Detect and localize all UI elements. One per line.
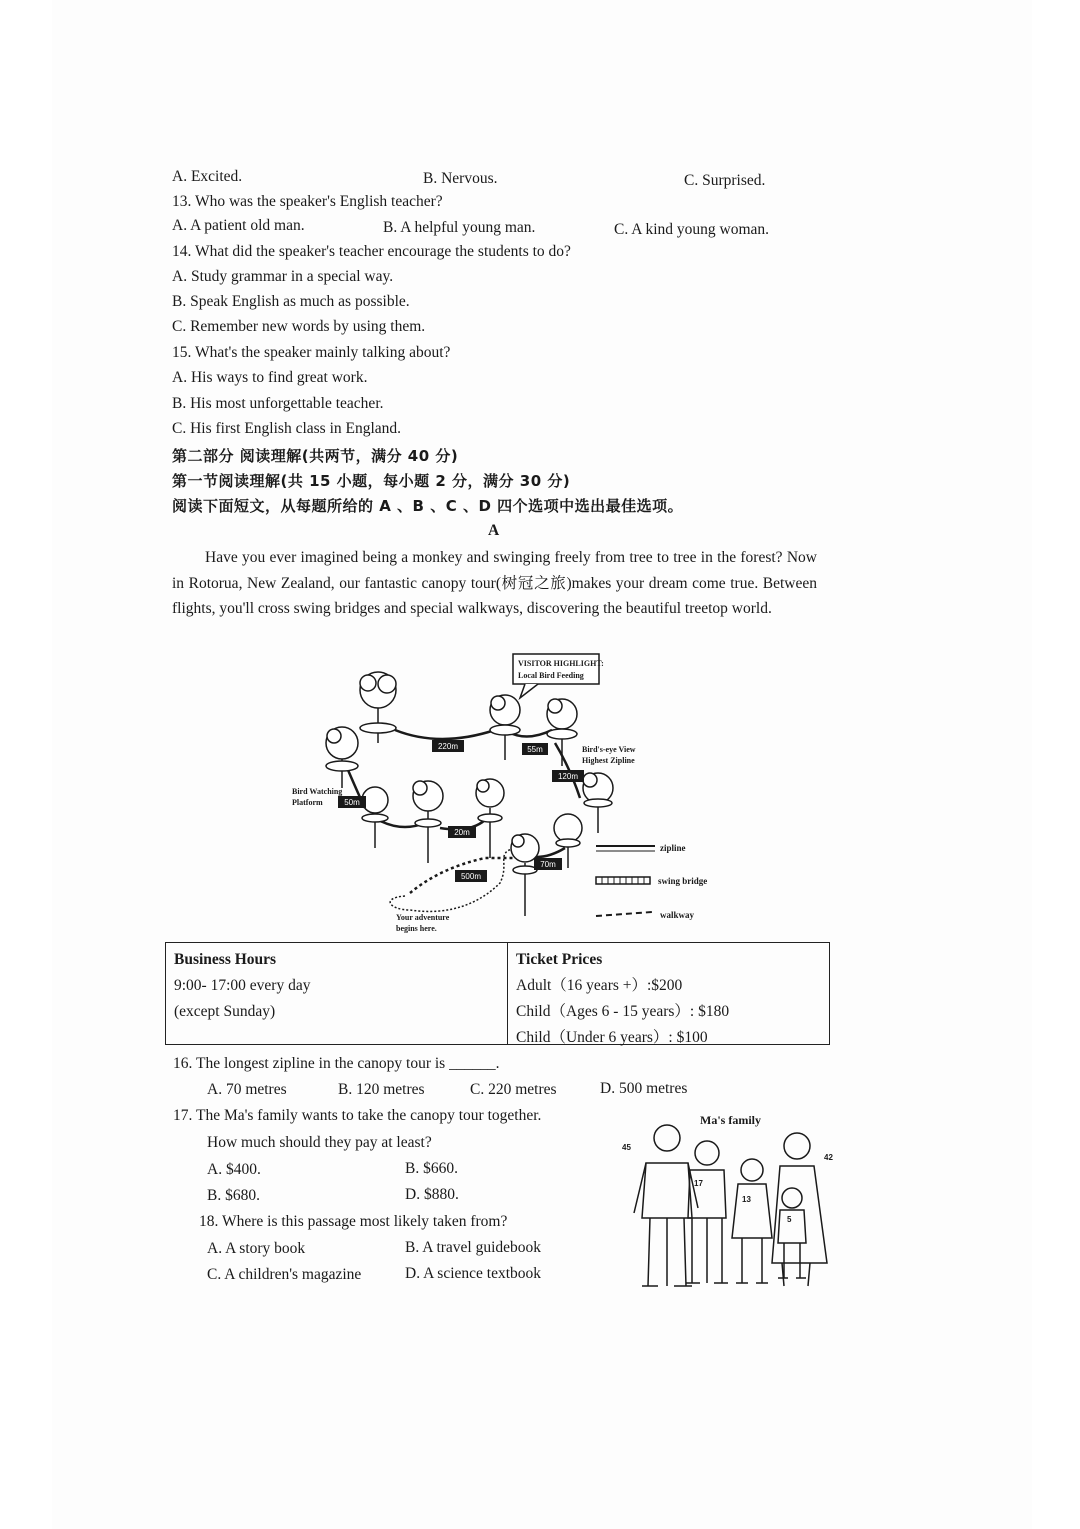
q14-stem: 14. What did the speaker's teacher encourage the students to do? xyxy=(172,243,571,260)
q13-option-a: A. A patient old man. xyxy=(172,217,305,234)
instruction: 阅读下面短文，从每题所给的 A 、B 、C 、D 四个选项中选出最佳选项。 xyxy=(172,497,684,515)
q18-option-d: D. A science textbook xyxy=(405,1265,542,1282)
q16-option-b: B. 120 metres xyxy=(338,1081,425,1098)
q16-option-d: D. 500 metres xyxy=(600,1080,688,1097)
business-hours-line: (except Sunday) xyxy=(174,1003,276,1020)
highlight-subtitle: Local Bird Feeding xyxy=(518,671,584,680)
q17-stem: 17. The Ma's family wants to take the canopy tour together. xyxy=(173,1107,542,1124)
q18-option-b: B. A travel guidebook xyxy=(405,1239,542,1256)
info-table xyxy=(165,942,830,1045)
q15-stem: 15. What's the speaker mainly talking about? xyxy=(172,344,451,361)
q16-option-c: C. 220 metres xyxy=(470,1081,557,1098)
q18-option-c: C. A children's magazine xyxy=(207,1266,362,1283)
family-title: Ma's family xyxy=(700,1113,761,1127)
tree xyxy=(511,834,539,916)
age-label: 45 xyxy=(622,1143,631,1152)
distance-label: 500m xyxy=(460,872,482,881)
legend-swing-bridge: swing bridge xyxy=(658,876,708,886)
tree xyxy=(360,672,396,743)
age-label: 42 xyxy=(824,1153,833,1162)
passage-text xyxy=(172,545,817,622)
tree xyxy=(476,779,504,858)
q14-option-a: A. Study grammar in a special way. xyxy=(172,268,394,285)
distance-label: 55m xyxy=(527,745,543,754)
canopy-tour-map xyxy=(280,648,740,940)
map-legend xyxy=(596,843,707,920)
business-hours-title: Business Hours xyxy=(174,951,277,968)
q18-option-a: A. A story book xyxy=(207,1240,306,1257)
start-label: Your adventure xyxy=(396,913,450,922)
q17-option-a: A. $400. xyxy=(207,1161,261,1178)
platform-label: Platform xyxy=(292,798,323,807)
tree xyxy=(583,773,613,833)
ticket-prices-cell xyxy=(508,943,829,1044)
q18-stem: 18. Where is this passage most likely taken from? xyxy=(199,1213,508,1230)
zipline-path xyxy=(395,730,495,739)
q17-option-d: D. $880. xyxy=(405,1186,459,1203)
bird-watching-label: Bird Watching xyxy=(292,787,343,796)
tree xyxy=(413,781,443,863)
q17-option-b: B. $660. xyxy=(405,1160,458,1177)
distance-label: 20m xyxy=(454,828,470,837)
q15-option-a: A. His ways to find great work. xyxy=(172,369,368,386)
q13-option-c: C. A kind young woman. xyxy=(614,221,770,238)
q17-stem-2: How much should they pay at least? xyxy=(207,1134,432,1151)
q17-option-c: B. $680. xyxy=(207,1187,260,1204)
q12-option-c: C. Surprised. xyxy=(684,172,766,189)
legend-zipline: zipline xyxy=(660,843,686,853)
distance-label: 70m xyxy=(540,860,556,869)
age-label: 5 xyxy=(787,1215,792,1224)
q12-option-b: B. Nervous. xyxy=(423,170,498,187)
q12-option-a: A. Excited. xyxy=(172,168,243,185)
tree xyxy=(547,699,577,766)
q15-option-c: C. His first English class in England. xyxy=(172,420,402,437)
start-label-2: begins here. xyxy=(396,924,437,933)
birds-eye-label: Bird's-eye View xyxy=(582,745,636,754)
ticket-prices-title: Ticket Prices xyxy=(516,951,603,968)
highest-zipline-label: Highest Zipline xyxy=(582,756,635,765)
part-title: 第二部分 阅读理解(共两节，满分 40 分) xyxy=(172,447,459,465)
tree xyxy=(490,695,520,760)
q13-stem: 13. Who was the speaker's English teacher? xyxy=(172,193,443,210)
q14-option-c: C. Remember new words by using them. xyxy=(172,318,426,335)
highlight-title: VISITOR HIGHLIGHT: xyxy=(518,659,604,668)
q13-option-b: B. A helpful young man. xyxy=(383,219,536,236)
legend-walkway: walkway xyxy=(660,910,695,920)
start-walkway xyxy=(390,848,515,911)
section-title: 第一节阅读理解(共 15 小题，每小题 2 分，满分 30 分) xyxy=(172,472,571,490)
distance-label: 120m xyxy=(557,772,579,781)
distance-label: 50m xyxy=(344,798,360,807)
ticket-price-child: Child（Ages 6 - 15 years）: $180 xyxy=(516,1003,730,1020)
distance-label: 220m xyxy=(437,742,459,751)
q16-option-a: A. 70 metres xyxy=(207,1081,287,1098)
q16-stem: 16. The longest zipline in the canopy tour is ______. xyxy=(173,1055,500,1072)
age-label: 13 xyxy=(742,1195,751,1204)
daughter-figure xyxy=(732,1159,772,1283)
ticket-price-adult: Adult（16 years +）:$200 xyxy=(516,977,683,994)
age-label: 17 xyxy=(694,1179,703,1188)
passage-body: Have you ever imagined being a monkey and swinging freely from tree to tree in the forest? Now in Rotorua, New Zealand, our fantastic canopy tour(树冠之旅)makes your dream come true. Between flights, you'll cross swing bridges and special walkways, discovering the beautiful treetop world. xyxy=(172,549,817,617)
business-hours-cell xyxy=(166,943,508,1044)
business-hours-line: 9:00- 17:00 every day xyxy=(174,977,311,994)
q15-option-b: B. His most unforgettable teacher. xyxy=(172,395,384,412)
ticket-price-under6: Child（Under 6 years）: $100 xyxy=(516,1029,708,1046)
q14-option-b: B. Speak English as much as possible. xyxy=(172,293,410,310)
ma-family-illustration xyxy=(612,1108,842,1298)
passage-label: A xyxy=(488,522,500,539)
